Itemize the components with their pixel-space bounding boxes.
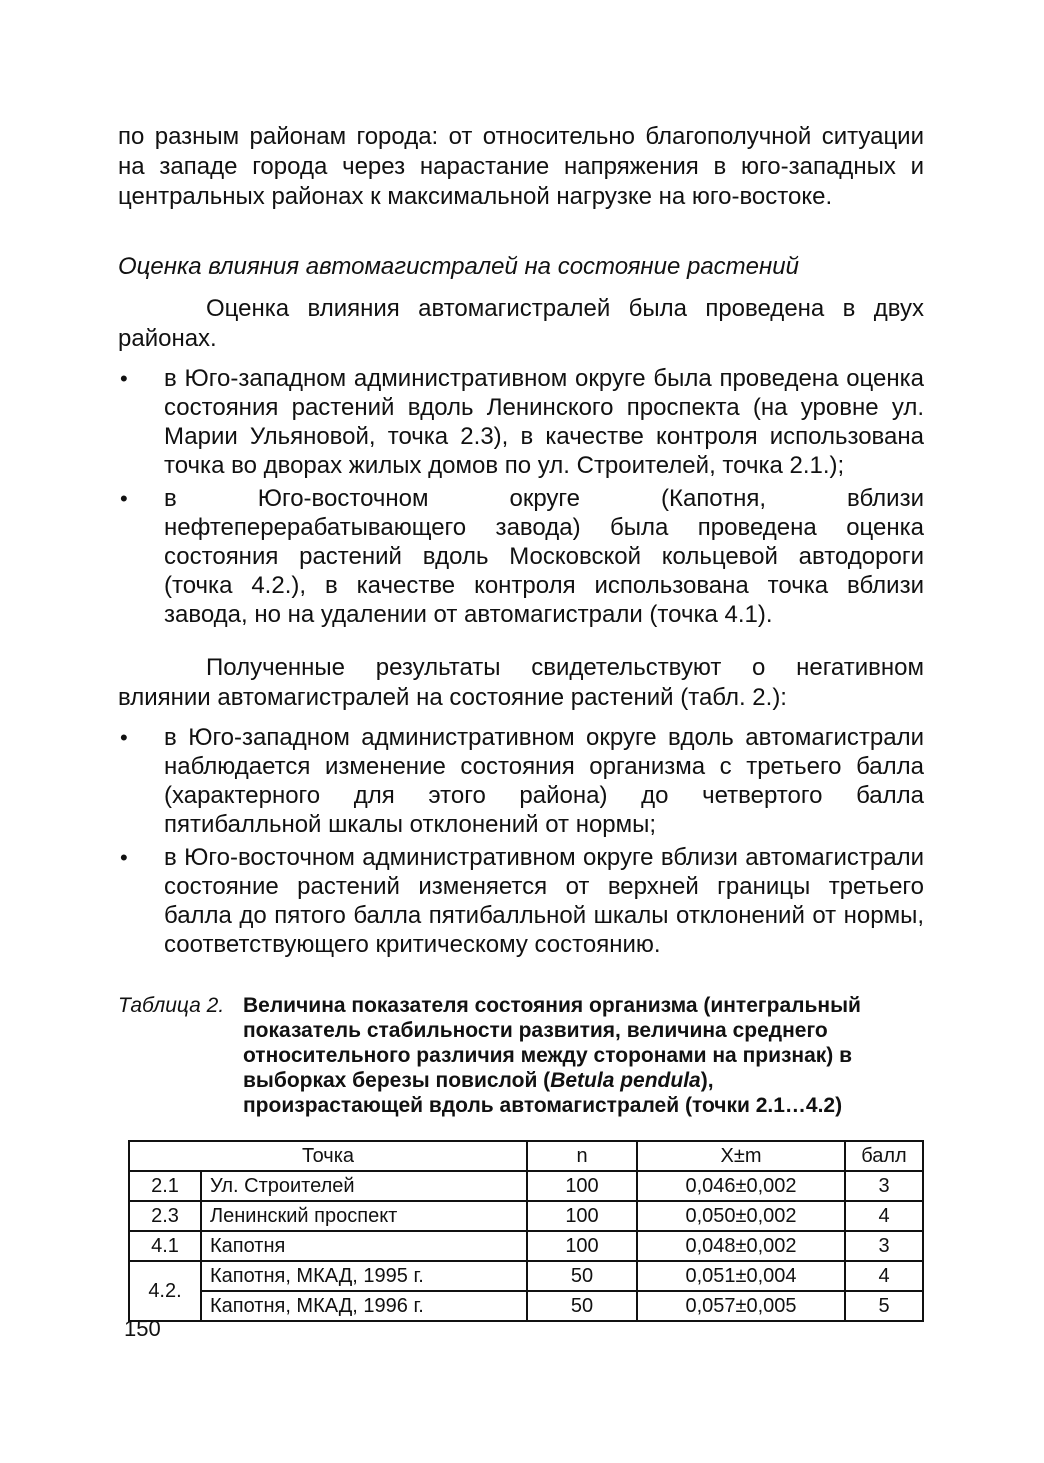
list-item: • в Юго-западном административном округе вдоль автомагистрали наблюдается изменение состояния организма с третьего балла (характерного для этого района) до четвертого балла пятибалльной шкалы отклонений от нормы; — [120, 724, 924, 838]
table-row: 4.1 Капотня 100 0,048±0,002 3 — [129, 1231, 923, 1261]
header-point: Точка — [129, 1141, 527, 1171]
paragraph-1: Оценка влияния автомагистралей была проведена в двух районах. — [118, 295, 924, 352]
page-number: 150 — [124, 1316, 161, 1341]
table-row: 2.3 Ленинский проспект 100 0,050±0,002 4 — [129, 1201, 923, 1231]
intro-paragraph: по разным районам города: от относительно благополучной ситуации на западе города через нарастание напряжения в юго-западных и центральных районах к максимальной нагрузке на юго-востоке. — [118, 123, 924, 210]
header-score: балл — [845, 1141, 923, 1171]
table-row: Капотня, МКАД, 1996 г. 50 0,057±0,005 5 — [129, 1291, 923, 1321]
section-heading: Оценка влияния автомагистралей на состояние растений — [118, 253, 799, 280]
bullet-list-2 — [118, 723, 924, 959]
data-table — [128, 1140, 924, 1322]
paragraph-2: Полученные результаты свидетельствуют о негативном влиянии автомагистралей на состояние растений (табл. 2.): — [118, 654, 924, 711]
page-content — [118, 122, 924, 1322]
table-row: 2.1 Ул. Строителей 100 0,046±0,002 3 — [129, 1171, 923, 1201]
bullet-icon: • — [120, 845, 128, 870]
bullet-icon: • — [120, 366, 128, 391]
list-item: • в Юго-восточном административном округе вблизи автомагистрали состояние растений изменяется от верхней границы третьего балла до пятого балла пятибалльной шкалы отклонений от нормы, соответствующего критическому состоянию. — [120, 844, 924, 958]
bullet-list-1 — [118, 364, 924, 629]
list-item: • в Юго-западном административном округе была проведена оценка состояния растений вдоль Ленинского проспекта (на уровне ул. Марии Ульяновой, точка 2.3), в качестве контроля использована точка во дворах жилых домов по ул. Строителей, точка 2.1.); — [120, 365, 924, 479]
table-caption-label: Таблица 2. — [118, 994, 225, 1017]
table-caption-text: Величина показателя состояния организма (интегральный показатель стабильности развития, величина среднего относительного различия между сторонами на признак) в выборках березы повислой (Betula pendula), произрастающей вдоль автомагистралей (точки 2.1…4.2) — [243, 994, 861, 1117]
header-xm: X±m — [637, 1141, 845, 1171]
header-n: n — [527, 1141, 637, 1171]
table-caption — [118, 993, 924, 1118]
table-header-row — [129, 1141, 923, 1171]
species-name: Betula pendula — [550, 1069, 701, 1092]
list-item: • в Юго-восточном округе (Капотня, вблизи нефтеперерабатывающего завода) была проведена оценка состояния растений вдоль Московской кольцевой автодороги (точка 4.2.), в качестве контроля использована точка вблизи завода, но на удалении от автомагистрали (точка 4.1). — [120, 485, 924, 628]
bullet-icon: • — [120, 486, 128, 511]
bullet-icon: • — [120, 725, 128, 750]
table-row: 4.2. Капотня, МКАД, 1995 г. 50 0,051±0,004 4 — [129, 1261, 923, 1291]
